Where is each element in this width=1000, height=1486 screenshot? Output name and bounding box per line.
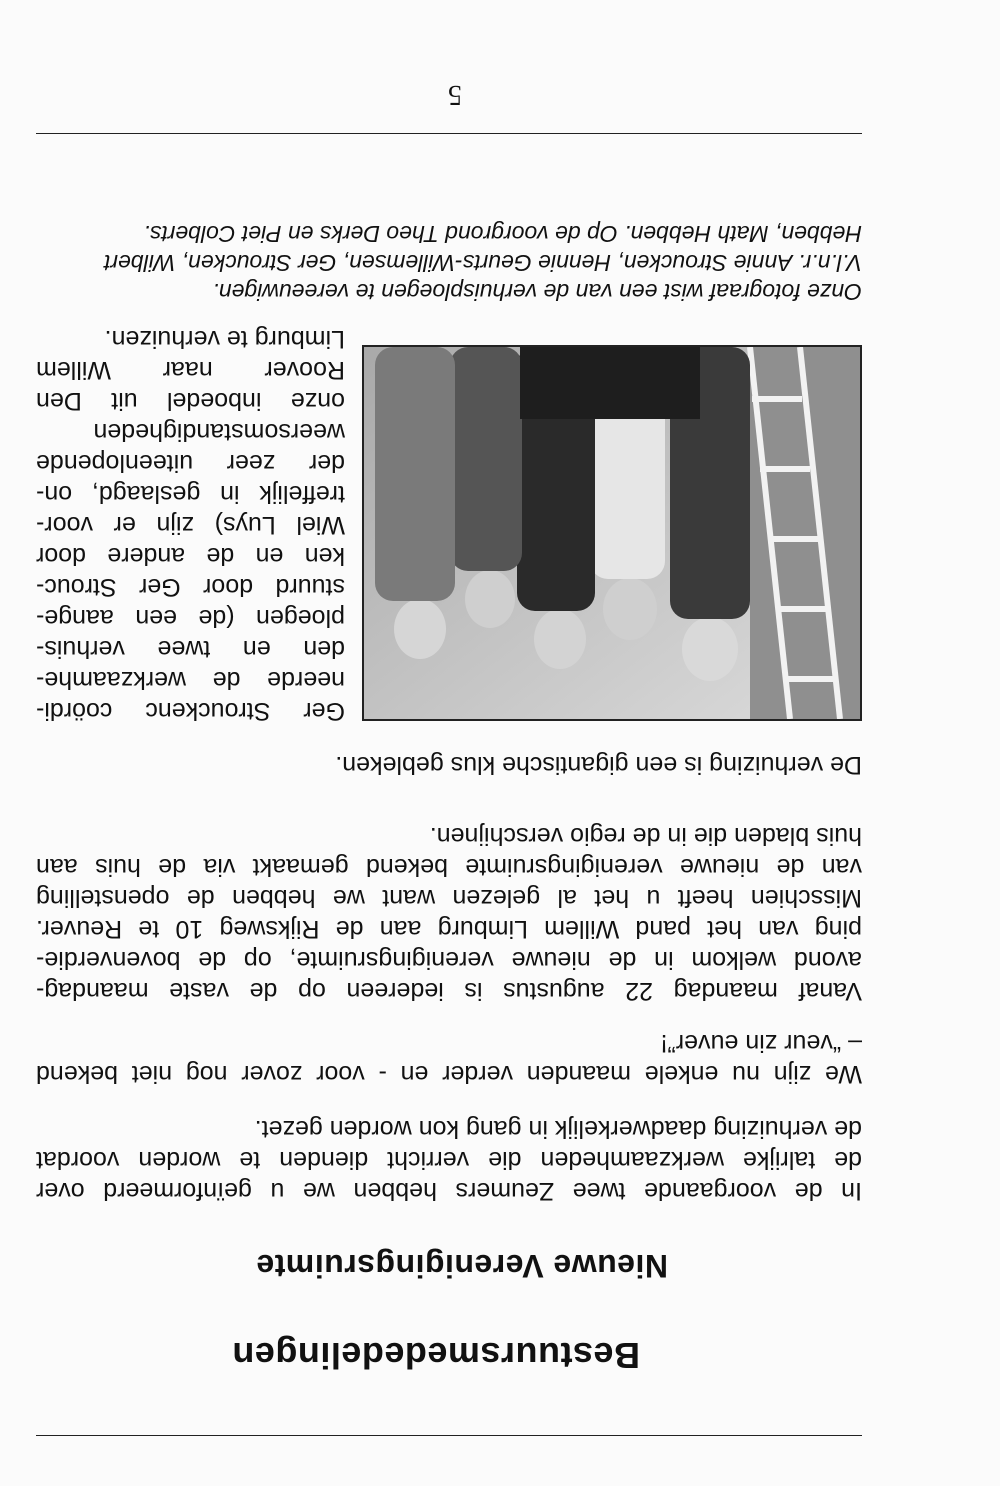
top-rule [36, 1435, 862, 1436]
bottom-rule [36, 133, 862, 134]
text-line: huis bladen die in de regio verschijnen. [429, 822, 862, 850]
text-line: den en twee verhuis- [36, 635, 345, 663]
text-line: Wiel Luys) zijn er voor- [36, 511, 345, 539]
text-line: Roover naar Willem [36, 356, 345, 384]
text-line: We zijn nu enkele maanden verder en - voor zover nog niet bekend [36, 1060, 862, 1088]
text-line: stuurd door Ger Strouc- [36, 573, 345, 601]
group-photo [362, 345, 862, 721]
caption-line: V.l.n.r. Annie Stroucken, Hennie Geurts-Willemsen, Ger Stroucken, Wilbert [103, 250, 862, 276]
page-number: 5 [448, 79, 462, 110]
text-line: Limburg te verhuizen. [104, 325, 345, 353]
article-title: Nieuwe Verenigingsruimte [255, 1248, 668, 1284]
text-line: ken en de andere door [36, 542, 345, 570]
text-line: van de nieuwe verenigingsruimte bekend gemaakt via de huis aan [36, 853, 862, 881]
text-line: weersomstandigheden [93, 418, 345, 446]
text-line: Vanaf maandag 22 augustus is iedereen op de vaste maandag- [36, 977, 862, 1005]
text-line: In de voorgaande twee Zeumers hebben we u geïnformeerd over [36, 1177, 862, 1205]
caption-line: Onze fotograaf wist een van de verhuisploegen te vereeuwigen. [212, 279, 862, 305]
text-line: ping van het pand Willem Limburg aan de Rijksweg 10 te Reuver. [36, 915, 862, 943]
text-line: de verhuizing daadwerkelijk in gang kon worden gezet. [254, 1115, 862, 1143]
status-paragraph [36, 1027, 862, 1089]
text-line: der zeer uiteenlopende [36, 449, 345, 477]
text-line: – “veur zin euver”! [660, 1029, 862, 1057]
text-line: de talrijke werkzaamheden die verricht dienden te worden voordat [36, 1146, 862, 1174]
text-line: ploegen (de een aange- [36, 604, 345, 632]
move-paragraph: De verhuizing is een gigantische klus gebleken. [335, 751, 862, 779]
text-line: avond welkom in de nieuwe verenigingsruimte, op de bovenverdie- [36, 946, 862, 974]
photo-side-text [36, 323, 345, 726]
text-line: Misschien heeft u het al gelezen want we hebben de openstelling [36, 884, 862, 912]
intro-paragraph [36, 1113, 862, 1206]
section-title: Bestuursmededelingen [231, 1335, 640, 1376]
photo-caption [36, 219, 862, 306]
text-line: treffelijk in geslaagd, on- [36, 480, 345, 508]
text-line: Ger Strouckenc coördi- [36, 697, 345, 725]
opening-paragraph [36, 820, 862, 1006]
caption-line: Hebben, Math Hebben. Op de voorgrond Theo Derks en Piet Colberts. [143, 221, 862, 247]
text-line: neerde de werkzaamhe- [36, 666, 345, 694]
text-line: onze inboedel uit Den [36, 387, 345, 415]
group-photo-icon [364, 347, 860, 719]
